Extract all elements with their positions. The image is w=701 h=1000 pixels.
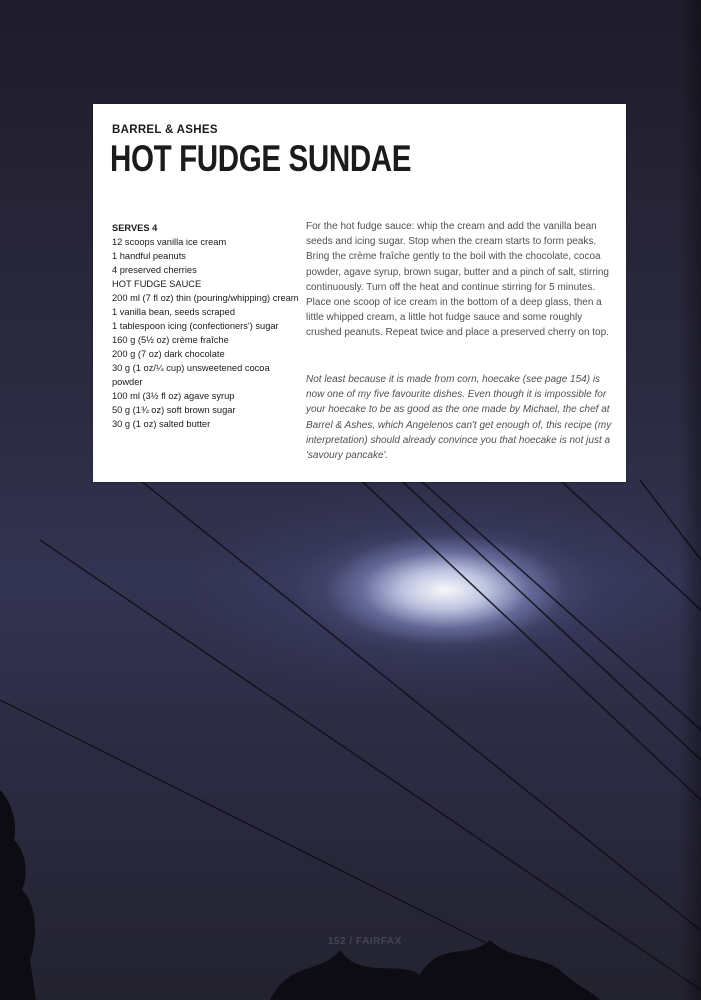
ingredient-item: 200 g (7 oz) dark chocolate: [112, 349, 225, 359]
tree-bottom: [270, 940, 600, 1000]
ingredient-item: 200 ml (7 fl oz) thin (pouring/whipping) cream: [112, 293, 299, 303]
power-line: [390, 470, 701, 760]
serves-label: SERVES 4: [112, 223, 158, 233]
power-line: [140, 480, 700, 930]
ingredient-item: 1 vanilla bean, seeds scraped: [112, 307, 236, 317]
recipe-title: HOT FUDGE SUNDAE: [110, 138, 412, 179]
power-lines: [0, 470, 701, 1000]
method-text: For the hot fudge sauce: whip the cream and add the vanilla bean seeds and icing sugar. Stop when the cream starts to form peaks. Bring the crème fraîche gently to the boil with the chocolate, cocoa powder, agave syrup, brown sugar, butter and a pinch of salt, stirring continuously. Turn off the heat and continue stirring for 5 minutes. Place one scoop of ice cream in the bottom of a deep glass, then a little whipped cream, a little hot fudge sauce and some roughly crushed peanuts. Repeat twice and place a preserved cherry on top.: [306, 221, 609, 339]
page-folio: 152 / FAIRFAX: [328, 936, 402, 947]
tree-silhouettes: [0, 790, 600, 1000]
ingredient-subheading: HOT FUDGE SAUCE: [112, 279, 202, 289]
power-line: [420, 480, 701, 730]
ingredient-item: 100 ml (3½ fl oz) agave syrup: [112, 391, 235, 401]
ingredient-item: 50 g (1¾ oz) soft brown sugar: [112, 405, 236, 415]
ingredient-item: 12 scoops vanilla ice cream: [112, 237, 227, 247]
ingredient-item: 30 g (1 oz/¼ cup) unsweetened cocoa powder: [112, 363, 270, 387]
ingredient-list: [112, 221, 302, 431]
tree-left: [0, 790, 36, 1000]
ingredient-item: 1 tablespoon icing (confectioners') sugar: [112, 321, 279, 331]
recipe-card: [93, 104, 626, 482]
power-line: [350, 470, 701, 800]
ingredient-item: 1 handful peanuts: [112, 251, 186, 261]
ingredient-item: 30 g (1 oz) salted butter: [112, 419, 211, 429]
ingredient-item: 4 preserved cherries: [112, 265, 197, 275]
page-gutter-shadow: [679, 0, 701, 1000]
ingredient-item: 160 g (5½ oz) crème fraîche: [112, 335, 229, 345]
intro-text: Not least because it is made from corn, hoecake (see page 154) is now one of my five favourite dishes. Even though it is impossible for your hoecake to be as good as the one made by Michael, the chef at Barrel & Ashes, which Angelenos can't get enough of, this recipe (my interpretation) should already convince you that hoecake is not just a 'savoury pancake'.: [306, 374, 612, 462]
restaurant-name: BARREL & ASHES: [112, 124, 218, 136]
power-line: [40, 540, 701, 990]
